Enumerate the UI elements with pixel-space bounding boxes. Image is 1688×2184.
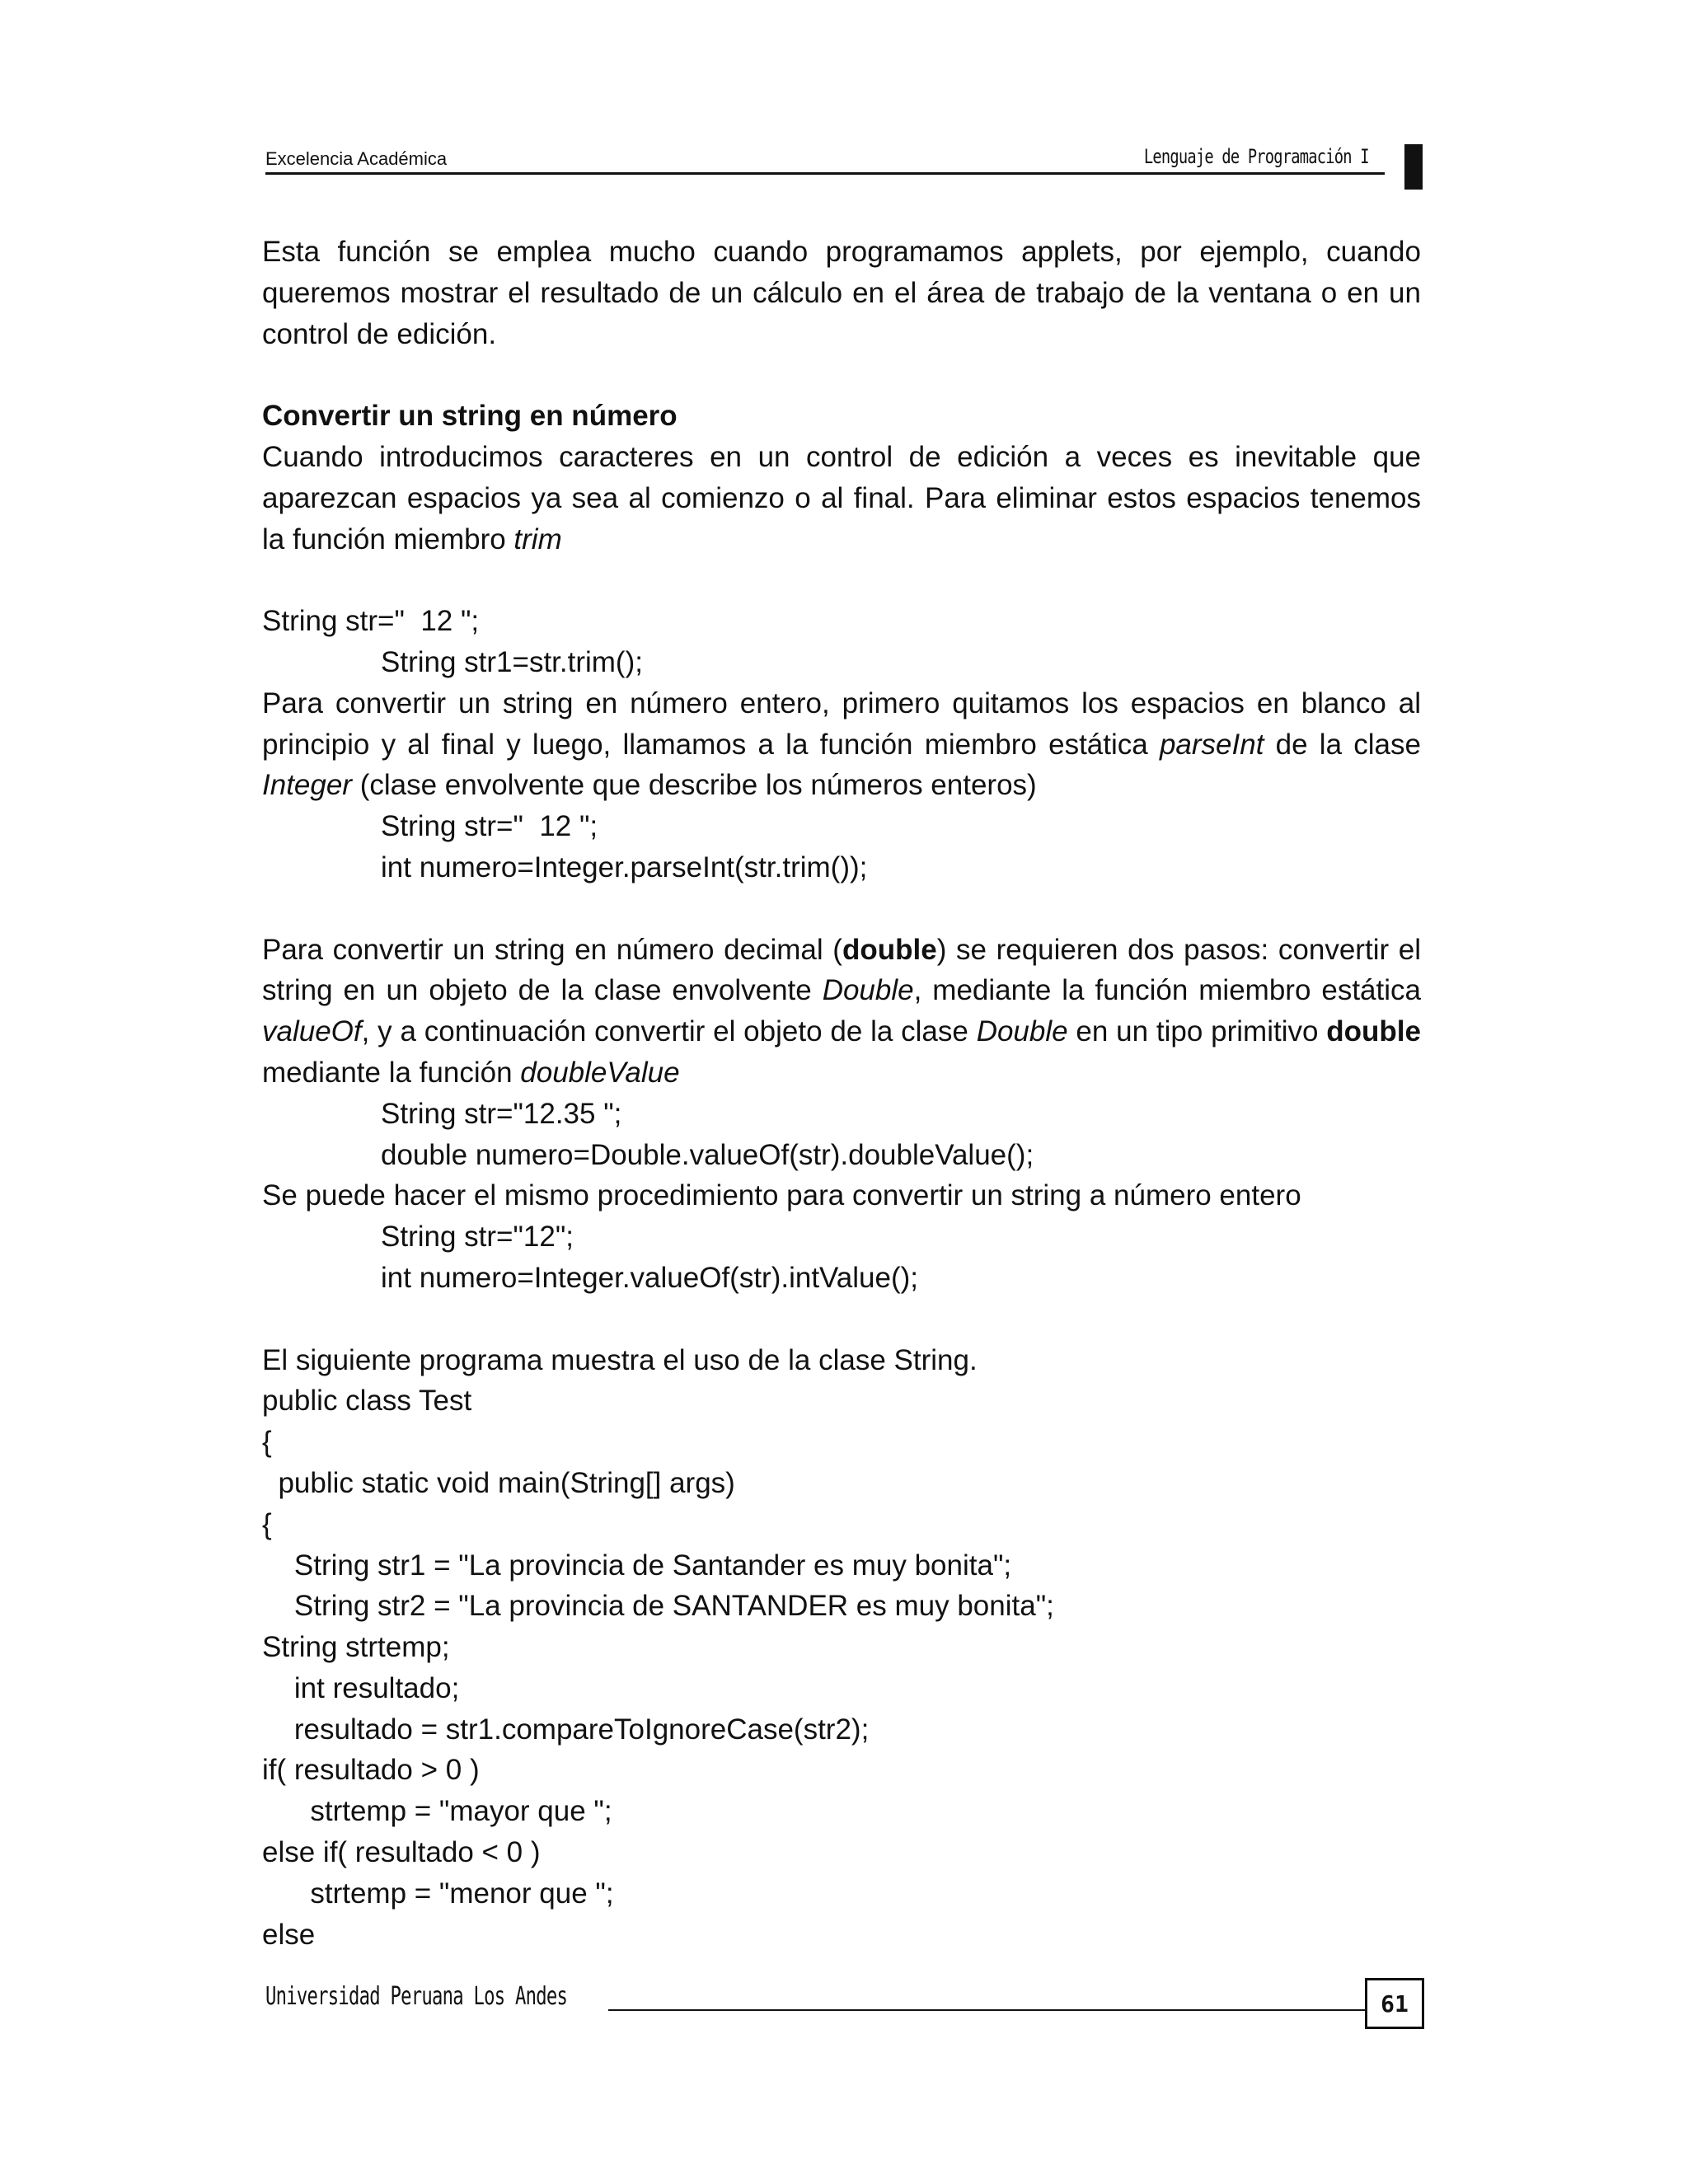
code-line: String str="12.35 "; [381,1097,622,1130]
header-divider [265,172,1385,175]
spacer [262,888,1421,930]
code-line: String str="12"; [381,1221,574,1254]
trim-text: Cuando introducimos caracteres en un control de edición a veces es inevitable que aparezcan espacios ya sea al comienzo o al final. Para eliminar estos espacios tenemos la función miembro [262,440,1421,555]
program-line: else [262,1918,316,1951]
footer-divider [608,2009,1365,2011]
integer-keyword: Integer [262,769,352,802]
page-content [262,232,1421,1955]
trim-keyword: trim [513,523,562,555]
program-line: String str2 = "La provincia de SANTANDER es muy bonita"; [262,1590,1054,1623]
double-paragraph [262,930,1421,1094]
double-text: mediante la función [262,1056,521,1089]
parse-text: de la clase [1264,728,1421,761]
double-text: , y a continuación convertir el objeto de la clase [361,1015,977,1048]
program-line: else if( resultado < 0 ) [262,1836,541,1869]
parse-text: Para convertir un string en número entero, primero quitamos los espacios en blanco al principio y al final y luego, llamamos a la función miembro estática [262,687,1421,761]
program-line: public static void main(String[] args) [262,1466,735,1499]
doublevalue-keyword: doubleValue [520,1056,680,1089]
footer-university: Universidad Peruana Los Andes [265,1982,568,2011]
double-class-keyword: Double [976,1015,1068,1048]
section-heading: Convertir un string en número [262,400,678,433]
code-line: String str1=str.trim(); [381,645,643,678]
spacer [262,560,1421,601]
program-line: { [262,1426,272,1459]
spacer [262,354,1421,396]
double-keyword: double [842,933,937,966]
code-line: String str=" 12 "; [381,810,598,843]
page-number: 61 [1365,1978,1424,2029]
program-line: public class Test [262,1385,472,1418]
header-right-title: Lenguaje de Programación I [1144,145,1369,168]
parseint-paragraph [262,683,1421,806]
parseint-keyword: parseInt [1159,728,1264,761]
program-line: if( resultado > 0 ) [262,1754,480,1787]
program-line: resultado = str1.compareToIgnoreCase(str2); [262,1713,870,1746]
program-line: strtemp = "menor que "; [262,1877,614,1910]
code-line: String str=" 12 "; [262,605,480,638]
header-tab-marker [1404,144,1423,190]
same-procedure-text: Se puede hacer el mismo procedimiento para convertir un string a número entero [262,1179,1301,1212]
code-line: double numero=Double.valueOf(str).doubleValue(); [381,1138,1034,1171]
program-line: String strtemp; [262,1631,450,1664]
program-line: String str1 = "La provincia de Santander es muy bonita"; [262,1549,1012,1582]
trim-paragraph [262,437,1421,560]
program-line: { [262,1507,272,1540]
spacer [262,1299,1421,1340]
code-line: int numero=Integer.valueOf(str).intValue(); [381,1261,919,1294]
intro-paragraph: Esta función se emplea mucho cuando programamos applets, por ejemplo, cuando queremos mostrar el resultado de un cálculo en el área de trabajo de la ventana o en un control de edición. [262,236,1421,350]
code-line: int numero=Integer.parseInt(str.trim()); [381,851,868,883]
double-text: en un tipo primitivo [1067,1015,1327,1048]
double-text: Para convertir un string en número decimal ( [262,933,842,966]
program-line: strtemp = "mayor que "; [262,1795,612,1828]
parse-text: (clase envolvente que describe los números enteros) [351,769,1037,802]
program-line: int resultado; [262,1671,460,1704]
program-intro: El siguiente programa muestra el uso de la clase String. [262,1343,978,1376]
double-text: , mediante la función miembro estática [913,974,1421,1007]
valueof-keyword: valueOf [262,1015,362,1048]
header-left-title: Excelencia Académica [265,148,448,169]
double-class-keyword: Double [822,974,914,1007]
double-keyword: double [1326,1015,1421,1048]
double-text: ) se requieren dos pasos: convertir el string en un objeto de la clase envolvente [262,933,1421,1007]
